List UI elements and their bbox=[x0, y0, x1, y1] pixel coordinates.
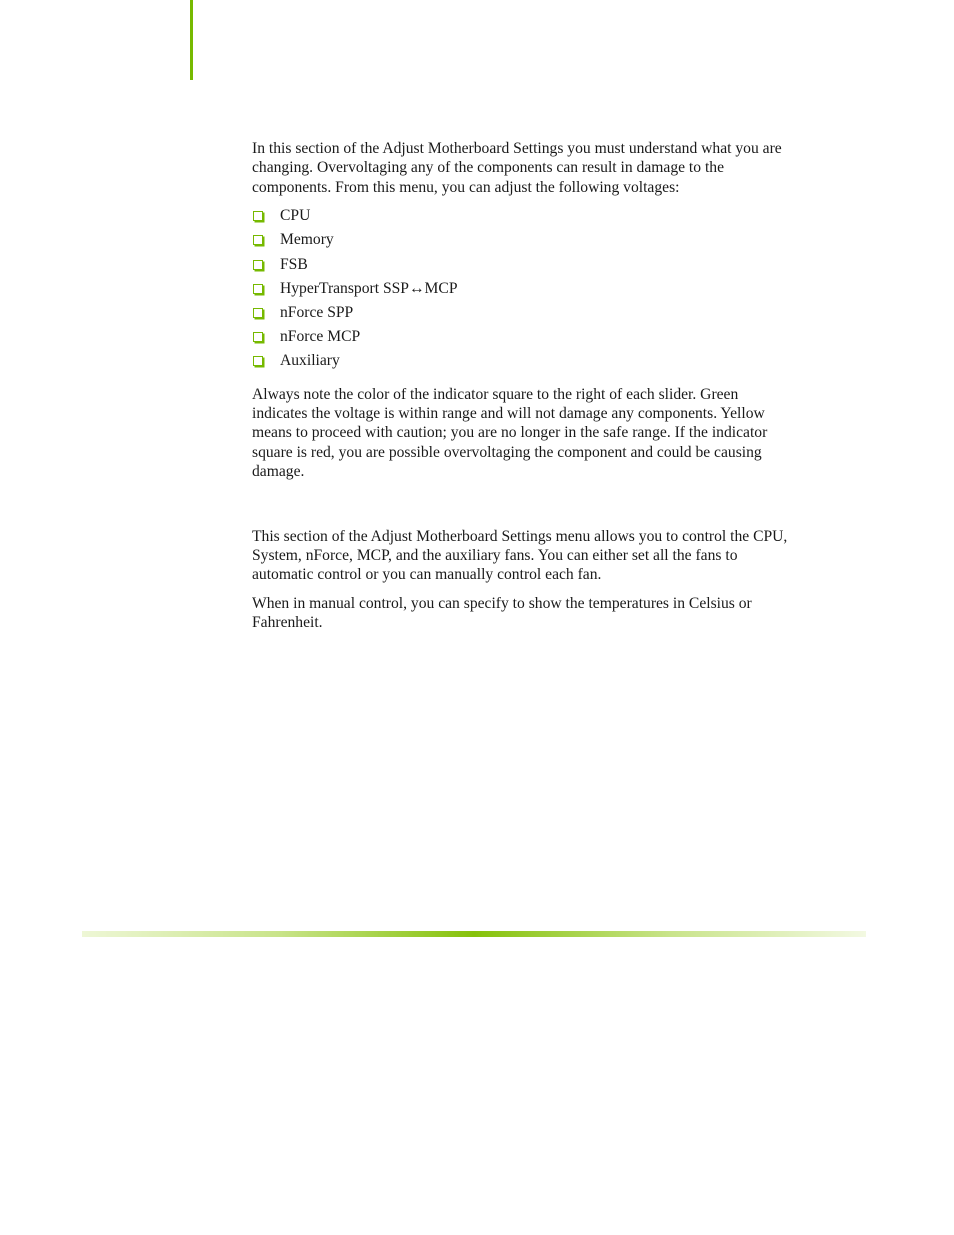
list-item-label: CPU bbox=[280, 207, 311, 225]
list-item-label: FSB bbox=[280, 255, 308, 273]
square-bullet-icon bbox=[253, 284, 263, 294]
temperature-units-paragraph: When in manual control, you can specify to show the temperatures in Celsius or Fahrenheit. bbox=[252, 594, 752, 632]
fan-control-paragraph: This section of the Adjust Motherboard Settings menu allows you to control the CPU, System, nForce, MCP, and the auxiliary fans. You can either set all the fans to automatic control or you can manually control each fan. bbox=[252, 527, 788, 584]
square-bullet-icon bbox=[253, 260, 263, 270]
page-content bbox=[252, 139, 792, 633]
list-item-label: HyperTransport SSP↔MCP bbox=[280, 279, 458, 297]
voltage-list bbox=[252, 206, 792, 375]
header-accent-rule bbox=[190, 0, 193, 80]
list-item bbox=[252, 230, 792, 254]
list-item bbox=[252, 255, 792, 279]
footer-gradient-rule bbox=[82, 931, 866, 937]
square-bullet-icon bbox=[253, 308, 263, 318]
square-bullet-icon bbox=[253, 235, 263, 245]
section-spacer bbox=[252, 482, 792, 527]
list-item bbox=[252, 351, 792, 375]
square-bullet-icon bbox=[253, 356, 263, 366]
list-item bbox=[252, 279, 792, 303]
list-item bbox=[252, 327, 792, 351]
list-item bbox=[252, 206, 792, 230]
list-item-label: Auxiliary bbox=[280, 352, 340, 370]
square-bullet-icon bbox=[253, 211, 263, 221]
list-item-label: nForce MCP bbox=[280, 328, 361, 346]
list-item-label: nForce SPP bbox=[280, 303, 354, 321]
list-item bbox=[252, 303, 792, 327]
voltage-intro-paragraph: In this section of the Adjust Motherboard Settings you must understand what you are changing. Overvoltaging any of the components can result in damage to the components. From this menu, you can adjust the following voltages: bbox=[252, 140, 782, 196]
list-item-label: Memory bbox=[280, 231, 334, 249]
voltage-indicator-note: Always note the color of the indicator square to the right of each slider. Green indicates the voltage is within range and will not damage any components. Yellow means to proceed with caution; you are no longer in the safe range. If the indicator square is red, you are possible overvoltaging the component and could be causing damage. bbox=[252, 385, 768, 481]
square-bullet-icon bbox=[253, 332, 263, 342]
